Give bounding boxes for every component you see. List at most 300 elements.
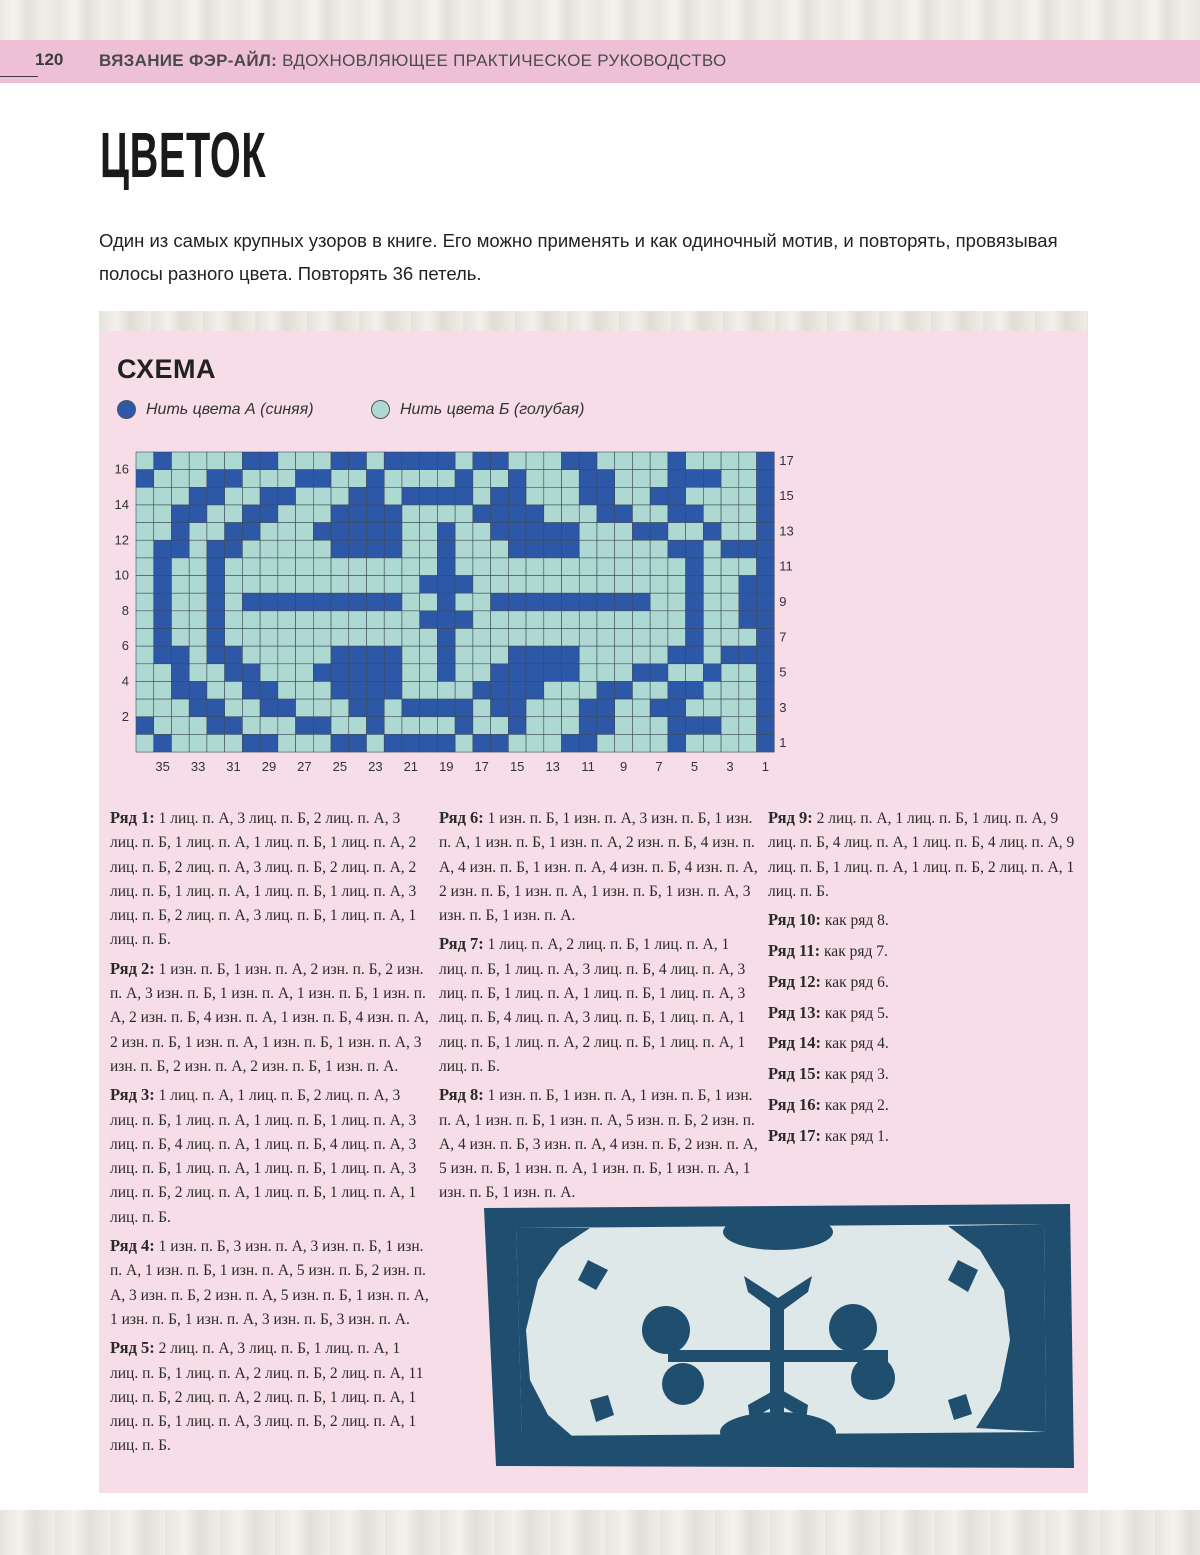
chart-cell: [171, 629, 189, 647]
chart-cell: [207, 717, 225, 735]
chart-cell: [650, 470, 668, 488]
chart-cell: [526, 717, 544, 735]
chart-cell: [579, 540, 597, 558]
chart-cell: [632, 593, 650, 611]
chart-cell: [296, 470, 314, 488]
chart-cell: [455, 523, 473, 541]
chart-cell: [154, 505, 172, 523]
chart-cell: [739, 576, 757, 594]
row-instruction-label: Ряд 7:: [439, 934, 484, 954]
chart-cell: [526, 734, 544, 752]
chart-cell: [349, 717, 367, 735]
row-instruction-label: Ряд 15:: [768, 1064, 822, 1084]
chart-cell: [136, 470, 154, 488]
chart-cell: [544, 505, 562, 523]
chart-cell: [544, 734, 562, 752]
chart-cell: [703, 558, 721, 576]
chart-cell: [597, 664, 615, 682]
chart-cell: [686, 558, 704, 576]
chart-cell: [526, 576, 544, 594]
chart-cell: [686, 593, 704, 611]
chart-cell: [313, 734, 331, 752]
chart-cell: [171, 593, 189, 611]
chart-cell: [313, 540, 331, 558]
chart-cell: [739, 452, 757, 470]
chart-cell: [668, 452, 686, 470]
chart-cell: [632, 540, 650, 558]
chart-cell: [136, 611, 154, 629]
row-instruction: [768, 939, 1078, 964]
column-label: 7: [655, 759, 663, 775]
chart-cell: [331, 593, 349, 611]
chart-cell: [686, 664, 704, 682]
chart-cell: [260, 470, 278, 488]
chart-cell: [703, 452, 721, 470]
chart-cell: [154, 646, 172, 664]
chart-cell: [632, 576, 650, 594]
chart-cell: [331, 611, 349, 629]
chart-cell: [260, 593, 278, 611]
chart-cell: [420, 646, 438, 664]
row-instruction: [439, 806, 761, 928]
chart-cell: [562, 540, 580, 558]
chart-cell: [562, 681, 580, 699]
chart-cell: [189, 487, 207, 505]
chart-cell: [437, 470, 455, 488]
chart-cell: [278, 487, 296, 505]
chart-cell: [420, 664, 438, 682]
chart-cell: [615, 540, 633, 558]
chart-cell: [260, 558, 278, 576]
chart-cell: [207, 452, 225, 470]
chart-cell: [384, 611, 402, 629]
chart-cell: [225, 717, 243, 735]
chart-cell: [473, 576, 491, 594]
chart-cell: [366, 629, 384, 647]
row-instruction-label: Ряд 11:: [768, 940, 821, 960]
chart-cell: [650, 664, 668, 682]
chart-cell: [579, 558, 597, 576]
chart-cell: [562, 593, 580, 611]
chart-cell: [313, 629, 331, 647]
chart-cell: [420, 558, 438, 576]
chart-cell: [384, 646, 402, 664]
chart-cell: [526, 611, 544, 629]
chart-cell: [313, 470, 331, 488]
chart-cell: [260, 664, 278, 682]
chart-cell: [597, 611, 615, 629]
chart-cell: [331, 646, 349, 664]
chart-cell: [739, 487, 757, 505]
row-instruction-label: Ряд 3:: [110, 1085, 155, 1105]
chart-cell: [686, 505, 704, 523]
column-label: 35: [155, 759, 170, 775]
chart-cell: [313, 646, 331, 664]
chart-cell: [171, 681, 189, 699]
chart-cell: [721, 540, 739, 558]
chart-cell: [313, 487, 331, 505]
chart-cell: [508, 540, 526, 558]
chart-cell: [402, 699, 420, 717]
chart-cell: [260, 540, 278, 558]
chart-cell: [668, 470, 686, 488]
chart-cell: [260, 717, 278, 735]
row-instruction-text: 1 изн. п. Б, 1 изн. п. А, 2 изн. п. Б, 2 изн. п. А, 3 изн. п. Б, 1 изн. п. А, 1 изн. п. Б, 1 изн. п. А, 2 изн. п. Б, 4 изн. п. А, 1 изн. п. Б, 4 изн. п. А, 2 изн. п. Б, 1 изн. п. А, 1 изн. п. Б, 1 изн. п. А, 3 изн. п. Б, 2 изн. п. А, 2 изн. п. Б, 1 изн. п. А.: [110, 960, 429, 1075]
chart-cell: [721, 646, 739, 664]
chart-cell: [721, 699, 739, 717]
chart-cell: [579, 699, 597, 717]
chart-cell: [686, 611, 704, 629]
chart-cell: [154, 629, 172, 647]
chart-cell: [242, 487, 260, 505]
chart-cell: [384, 717, 402, 735]
chart-cell: [668, 558, 686, 576]
chart-cell: [526, 558, 544, 576]
chart-cell: [349, 470, 367, 488]
chart-cell: [579, 681, 597, 699]
row-label-left: 8: [121, 602, 129, 618]
chart-cell: [632, 629, 650, 647]
chart-cell: [313, 717, 331, 735]
chart-cell: [349, 576, 367, 594]
chart-cell: [366, 593, 384, 611]
chart-cell: [171, 734, 189, 752]
chart-cell: [349, 611, 367, 629]
chart-cell: [331, 470, 349, 488]
row-label-right: 13: [779, 523, 794, 539]
chart-cell: [384, 452, 402, 470]
chart-cell: [473, 611, 491, 629]
chart-cell: [420, 734, 438, 752]
chart-cell: [579, 593, 597, 611]
chart-cell: [313, 664, 331, 682]
chart-cell: [189, 452, 207, 470]
chart-cell: [491, 734, 509, 752]
row-label-left: 12: [114, 532, 129, 548]
chart-cell: [455, 452, 473, 470]
chart-cell: [136, 717, 154, 735]
column-label: 13: [545, 759, 560, 775]
intro-paragraph: Один из самых крупных узоров в книге. Его можно применять и как одиночный мотив, и повторять, провязывая полосы разного цвета. Повторять 36 петель.: [99, 230, 1058, 284]
chart-cell: [579, 470, 597, 488]
chart-cell: [686, 576, 704, 594]
chart-cell: [154, 699, 172, 717]
chart-cell: [207, 540, 225, 558]
chart-cell: [721, 611, 739, 629]
chart-cell: [402, 470, 420, 488]
chart-cell: [632, 611, 650, 629]
chart-cell: [242, 646, 260, 664]
chart-cell: [171, 611, 189, 629]
chart-cell: [579, 664, 597, 682]
chart-cell: [331, 487, 349, 505]
chart-cell: [171, 452, 189, 470]
chart-cell: [225, 629, 243, 647]
chart-cell: [349, 734, 367, 752]
chart-cell: [455, 664, 473, 682]
chart-cell: [597, 681, 615, 699]
row-label-left: 10: [114, 567, 129, 583]
chart-cell: [721, 681, 739, 699]
chart-cell: [242, 734, 260, 752]
chart-cell: [437, 699, 455, 717]
chart-cell: [615, 717, 633, 735]
chart-cell: [739, 558, 757, 576]
chart-cell: [508, 629, 526, 647]
chart-cell: [331, 523, 349, 541]
chart-cell: [366, 717, 384, 735]
chart-cell: [757, 664, 775, 682]
chart-cell: [384, 593, 402, 611]
chart-cell: [508, 717, 526, 735]
chart-cell: [579, 611, 597, 629]
chart-cell: [278, 540, 296, 558]
chart-cell: [331, 629, 349, 647]
row-instruction: [768, 806, 1078, 904]
chart-cell: [579, 452, 597, 470]
chart-cell: [757, 576, 775, 594]
chart-cell: [260, 487, 278, 505]
chart-cell: [597, 734, 615, 752]
chart-cell: [225, 523, 243, 541]
chart-cell: [154, 681, 172, 699]
chart-cell: [171, 576, 189, 594]
chart-cell: [136, 646, 154, 664]
chart-cell: [278, 452, 296, 470]
chart-cell: [491, 452, 509, 470]
chart-cell: [615, 734, 633, 752]
chart-cell: [739, 611, 757, 629]
instructions-column-2: [439, 806, 761, 1210]
chart-cell: [349, 664, 367, 682]
chart-cell: [207, 664, 225, 682]
row-instruction-text: 2 лиц. п. А, 3 лиц. п. Б, 1 лиц. п. А, 1 лиц. п. Б, 1 лиц. п. А, 2 лиц. п. Б, 2 лиц. п. А, 11 лиц. п. Б, 2 лиц. п. А, 2 лиц. п. Б, 1 лиц. п. А, 1 лиц. п. Б, 1 лиц. п. А, 3 лиц. п. Б, 2 лиц. п. А, 1 лиц. п. Б.: [110, 1340, 424, 1455]
chart-cell: [296, 664, 314, 682]
chart-cell: [420, 593, 438, 611]
chart-cell: [508, 452, 526, 470]
chart-cell: [296, 646, 314, 664]
chart-cell: [171, 523, 189, 541]
chart-cell: [473, 681, 491, 699]
chart-cell: [260, 646, 278, 664]
chart-cell: [366, 734, 384, 752]
chart-cell: [508, 576, 526, 594]
chart-cell: [757, 540, 775, 558]
chart-cell: [384, 558, 402, 576]
row-instruction-label: Ряд 4:: [110, 1236, 155, 1256]
chart-cell: [668, 593, 686, 611]
chart-cell: [491, 629, 509, 647]
chart-cell: [650, 699, 668, 717]
chart-cell: [313, 452, 331, 470]
row-label-left: 6: [121, 638, 129, 654]
chart-cell: [349, 629, 367, 647]
row-instruction-text: как ряд 5.: [821, 1004, 889, 1022]
chart-cell: [686, 523, 704, 541]
chart-cell: [455, 699, 473, 717]
chart-cell: [384, 505, 402, 523]
chart-cell: [615, 681, 633, 699]
chart-cell: [171, 505, 189, 523]
chart-cell: [739, 540, 757, 558]
chart-cell: [579, 523, 597, 541]
chart-cell: [739, 664, 757, 682]
chart-cell: [686, 452, 704, 470]
chart-cell: [242, 611, 260, 629]
chart-cell: [632, 681, 650, 699]
chart-cell: [313, 681, 331, 699]
row-instruction-label: Ряд 6:: [439, 808, 484, 827]
chart-cell: [562, 646, 580, 664]
chart-cell: [296, 576, 314, 594]
chart-cell: [420, 487, 438, 505]
chart-cell: [313, 558, 331, 576]
chart-cell: [473, 629, 491, 647]
column-label: 1: [761, 759, 770, 775]
chart-cell: [349, 558, 367, 576]
chart-cell: [668, 717, 686, 735]
chart-cell: [668, 699, 686, 717]
chart-cell: [491, 593, 509, 611]
chart-cell: [650, 611, 668, 629]
row-instruction-label: Ряд 12:: [768, 971, 822, 991]
chart-cell: [207, 646, 225, 664]
chart-cell: [491, 664, 509, 682]
row-instruction-text: как ряд 4.: [821, 1035, 889, 1053]
row-instruction: [110, 806, 432, 953]
chart-cell: [189, 699, 207, 717]
chart-cell: [225, 576, 243, 594]
chart-cell: [544, 717, 562, 735]
chart-cell: [597, 470, 615, 488]
chart-cell: [757, 681, 775, 699]
chart-cell: [562, 470, 580, 488]
chart-cell: [544, 611, 562, 629]
chart-cell: [579, 717, 597, 735]
row-instruction: [110, 1083, 432, 1230]
chart-cell: [242, 664, 260, 682]
chart-cell: [739, 523, 757, 541]
chart-cell: [757, 593, 775, 611]
chart-cell: [615, 505, 633, 523]
chart-cell: [189, 717, 207, 735]
chart-cell: [260, 505, 278, 523]
chart-cell: [508, 593, 526, 611]
chart-cell: [615, 487, 633, 505]
chart-cell: [544, 452, 562, 470]
chart-cell: [757, 699, 775, 717]
chart-cell: [597, 699, 615, 717]
chart-cell: [154, 523, 172, 541]
chart-cell: [154, 487, 172, 505]
chart-cell: [597, 540, 615, 558]
chart-cell: [508, 487, 526, 505]
row-instruction-text: 1 лиц. п. А, 1 лиц. п. Б, 2 лиц. п. А, 3 лиц. п. Б, 1 лиц. п. А, 1 лиц. п. Б, 1 лиц. п. А, 3 лиц. п. Б, 4 лиц. п. А, 1 лиц. п. Б, 4 лиц. п. А, 3 лиц. п. Б, 1 лиц. п. А, 1 лиц. п. Б, 1 лиц. п. А, 3 лиц. п. Б, 2 лиц. п. А, 1 лиц. п. Б, 1 лиц. п. А, 1 лиц. п. Б.: [110, 1087, 417, 1226]
chart-cell: [473, 646, 491, 664]
chart-cell: [331, 717, 349, 735]
chart-cell: [260, 576, 278, 594]
chart-cell: [278, 646, 296, 664]
chart-cell: [757, 487, 775, 505]
chart-cell: [278, 523, 296, 541]
chart-cell: [508, 664, 526, 682]
chart-cell: [455, 540, 473, 558]
chart-cell: [402, 611, 420, 629]
row-label-right: 1: [779, 735, 787, 751]
row-label-left: 2: [121, 708, 129, 724]
chart-cell: [721, 734, 739, 752]
chart-cell: [296, 558, 314, 576]
chart-cell: [207, 611, 225, 629]
chart-cell: [703, 699, 721, 717]
chart-cell: [703, 505, 721, 523]
chart-cell: [349, 452, 367, 470]
chart-cell: [225, 699, 243, 717]
chart-cell: [242, 558, 260, 576]
row-instruction: [768, 1031, 1078, 1056]
chart-cell: [402, 540, 420, 558]
chart-cell: [668, 540, 686, 558]
chart-cell: [313, 699, 331, 717]
chart-cell: [562, 452, 580, 470]
chart-cell: [242, 523, 260, 541]
chart-cell: [207, 523, 225, 541]
chart-cell: [455, 681, 473, 699]
chart-cell: [402, 558, 420, 576]
chart-cell: [491, 681, 509, 699]
row-label-right: 17: [779, 452, 794, 468]
chart-cell: [225, 470, 243, 488]
chart-cell: [331, 505, 349, 523]
chart-cell: [473, 505, 491, 523]
chart-cell: [491, 699, 509, 717]
knitted-swatch-photo: [478, 1200, 1078, 1475]
chart-cell: [225, 540, 243, 558]
chart-cell: [189, 576, 207, 594]
column-label: 33: [190, 759, 206, 775]
chart-cell: [136, 734, 154, 752]
chart-cell: [225, 734, 243, 752]
chart-cell: [242, 699, 260, 717]
chart-cell: [437, 717, 455, 735]
chart-cell: [562, 505, 580, 523]
chart-cell: [366, 505, 384, 523]
chart-cell: [313, 576, 331, 594]
chart-cell: [366, 558, 384, 576]
chart-cell: [668, 734, 686, 752]
legend-label-a: Нить цвета А (синяя): [146, 400, 314, 418]
chart-cell: [491, 576, 509, 594]
chart-cell: [225, 505, 243, 523]
chart-cell: [544, 664, 562, 682]
chart-cell: [189, 470, 207, 488]
chart-cell: [739, 646, 757, 664]
chart-cell: [508, 699, 526, 717]
chart-cell: [402, 664, 420, 682]
row-instruction-text: 1 изн. п. Б, 3 изн. п. А, 3 изн. п. Б, 1 изн. п. А, 1 изн. п. Б, 1 изн. п. А, 5 изн. п. Б, 2 изн. п. А, 3 изн. п. Б, 2 изн. п. А, 5 изн. п. Б, 1 изн. п. А, 1 изн. п. Б, 1 изн. п. А, 3 изн. п. Б, 3 изн. п. А.: [110, 1238, 429, 1328]
chart-cell: [260, 699, 278, 717]
row-instruction-label: Ряд 13:: [768, 1002, 822, 1022]
chart-cell: [136, 681, 154, 699]
chart-cell: [508, 523, 526, 541]
chart-cell: [225, 593, 243, 611]
chart-cell: [296, 452, 314, 470]
chart-cell: [739, 505, 757, 523]
chart-cell: [526, 699, 544, 717]
chart-cell: [242, 540, 260, 558]
chart-cell: [366, 576, 384, 594]
row-instruction-label: Ряд 9:: [768, 808, 813, 827]
